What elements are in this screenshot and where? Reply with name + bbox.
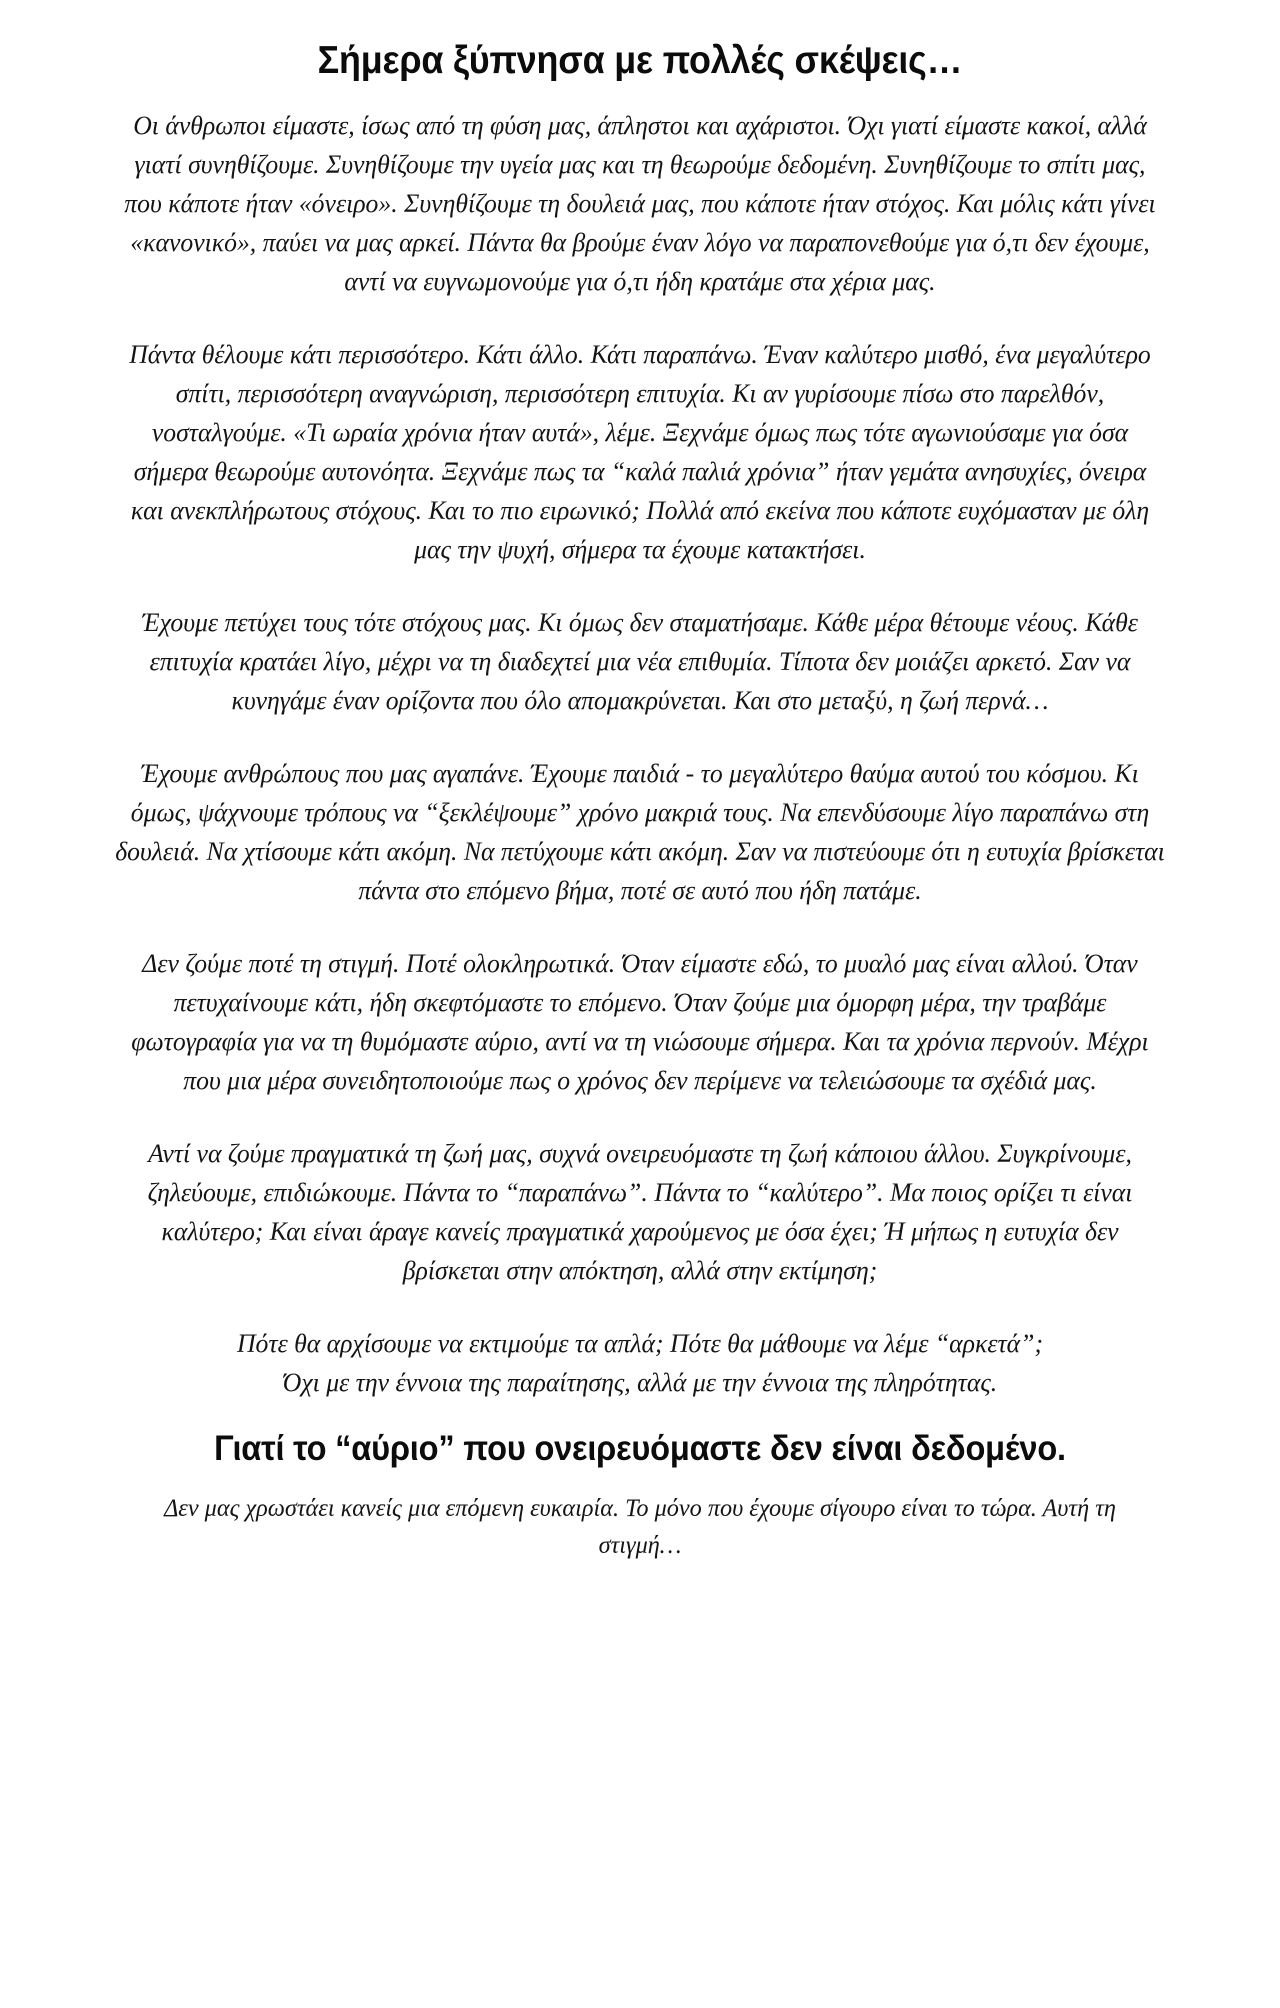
body-paragraph: Αντί να ζούμε πραγματικά τη ζωή μας, συχνά ονειρευόμαστε τη ζωή κάποιου άλλου. Συγκρίνουμε, ζηλεύουμε, επιδιώκουμε. Πάντα το “παραπάνω”. Πάντα το “καλύτερο”. Μα ποιος ορίζει τι είναι καλύτερο; Και είναι άραγε κανείς πραγματικά χαρούμενος με όσα έχει; Ή μήπως η ευτυχία δεν βρίσκεται στην απόκτηση, αλλά στην εκτίμηση; [147, 1138, 1133, 1286]
document-body [90, 106, 1190, 1402]
body-paragraph: Οι άνθρωποι είμαστε, ίσως από τη φύση μας, άπληστοι και αχάριστοι. Όχι γιατί είμαστε κακοί, αλλά γιατί συνηθίζουμε. Συνηθίζουμε την υγεία μας και τη θεωρούμε δεδομένη. Συνηθίζουμε το σπίτι μας, που κάποτε ήταν «όνειρο». Συνηθίζουμε τη δουλειά μας, που κάποτε ήταν στόχος. Και μόλις κάτι γίνει «κανονικό», παύει να μας αρκεί. Πάντα θα βρούμε έναν λόγο να παραπονεθούμε για ό,τι δεν έχουμε, αντί να ευγνωμονούμε για ό,τι ήδη κρατάμε στα χέρια μας. [124, 110, 1156, 297]
body-paragraph: Έχουμε ανθρώπους που μας αγαπάνε. Έχουμε παιδιά - το μεγαλύτερο θαύμα αυτού του κόσμου. Κι όμως, ψάχνουμε τρόπους να “ξεκλέψουμε” χρόνο μακριά τους. Να επενδύσουμε λίγο παραπάνω στη δουλειά. Να χτίσουμε κάτι ακόμη. Να πετύχουμε κάτι ακόμη. Σαν να πιστεύουμε ότι η ευτυχία βρίσκεται πάντα στο επόμενο βήμα, ποτέ σε αυτό που ήδη πατάμε. [115, 758, 1165, 906]
body-paragraph: Πάντα θέλουμε κάτι περισσότερο. Κάτι άλλο. Κάτι παραπάνω. Έναν καλύτερο μισθό, ένα μεγαλύτερο σπίτι, περισσότερη αναγνώριση, περισσότερη επιτυχία. Κι αν γυρίσουμε πίσω στο παρελθόν, νοσταλγούμε. «Τι ωραία χρόνια ήταν αυτά», λέμε. Ξεχνάμε όμως πως τότε αγωνιούσαμε για όσα σήμερα θεωρούμε αυτονόητα. Ξεχνάμε πως τα “καλά παλιά χρόνια” ήταν γεμάτα ανησυχίες, όνειρα και ανεκπλήρωτους στόχους. Και το πιο ειρωνικό; Πολλά από εκείνα που κάποτε ευχόμασταν με όλη μας την ψυχή, σήμερα τα έχουμε κατακτήσει. [129, 339, 1151, 565]
callout-heading: Γιατί το “αύριο” που ονειρευόμαστε δεν είναι δεδομένο. [214, 1429, 1066, 1469]
body-paragraph-questions: Πότε θα αρχίσουμε να εκτιμούμε τα απλά; Πότε θα μάθουμε να λέμε “αρκετά”; Όχι με την έννοια της παραίτησης, αλλά με την έννοια της πληρότητας. [236, 1328, 1044, 1398]
body-paragraph: Έχουμε πετύχει τους τότε στόχους μας. Κι όμως δεν σταματήσαμε. Κάθε μέρα θέτουμε νέους. Κάθε επιτυχία κρατάει λίγο, μέχρι να τη διαδεχτεί μια νέα επιθυμία. Τίποτα δεν μοιάζει αρκετό. Σαν να κυνηγάμε έναν ορίζοντα που όλο απομακρύνεται. Και στο μεταξύ, η ζωή περνά… [142, 607, 1138, 716]
page-title: Σήμερα ξύπνησα με πολλές σκέψεις… [317, 39, 963, 82]
closing-paragraph: Δεν μας χρωστάει κανείς μια επόμενη ευκαιρία. Το μόνο που έχουμε σίγουρο είναι το τώρα. Αυτή τη στιγμή… [164, 1495, 1116, 1560]
body-paragraph: Δεν ζούμε ποτέ τη στιγμή. Ποτέ ολοκληρωτικά. Όταν είμαστε εδώ, το μυαλό μας είναι αλλού. Όταν πετυχαίνουμε κάτι, ήδη σκεφτόμαστε το επόμενο. Όταν ζούμε μια όμορφη μέρα, την τραβάμε φωτογραφία για να τη θυμόμαστε αύριο, αντί να τη νιώσουμε σήμερα. Και τα χρόνια περνούν. Μέχρι που μια μέρα συνειδητοποιούμε πως ο χρόνος δεν περίμενε να τελειώσουμε τα σχέδιά μας. [131, 948, 1149, 1096]
